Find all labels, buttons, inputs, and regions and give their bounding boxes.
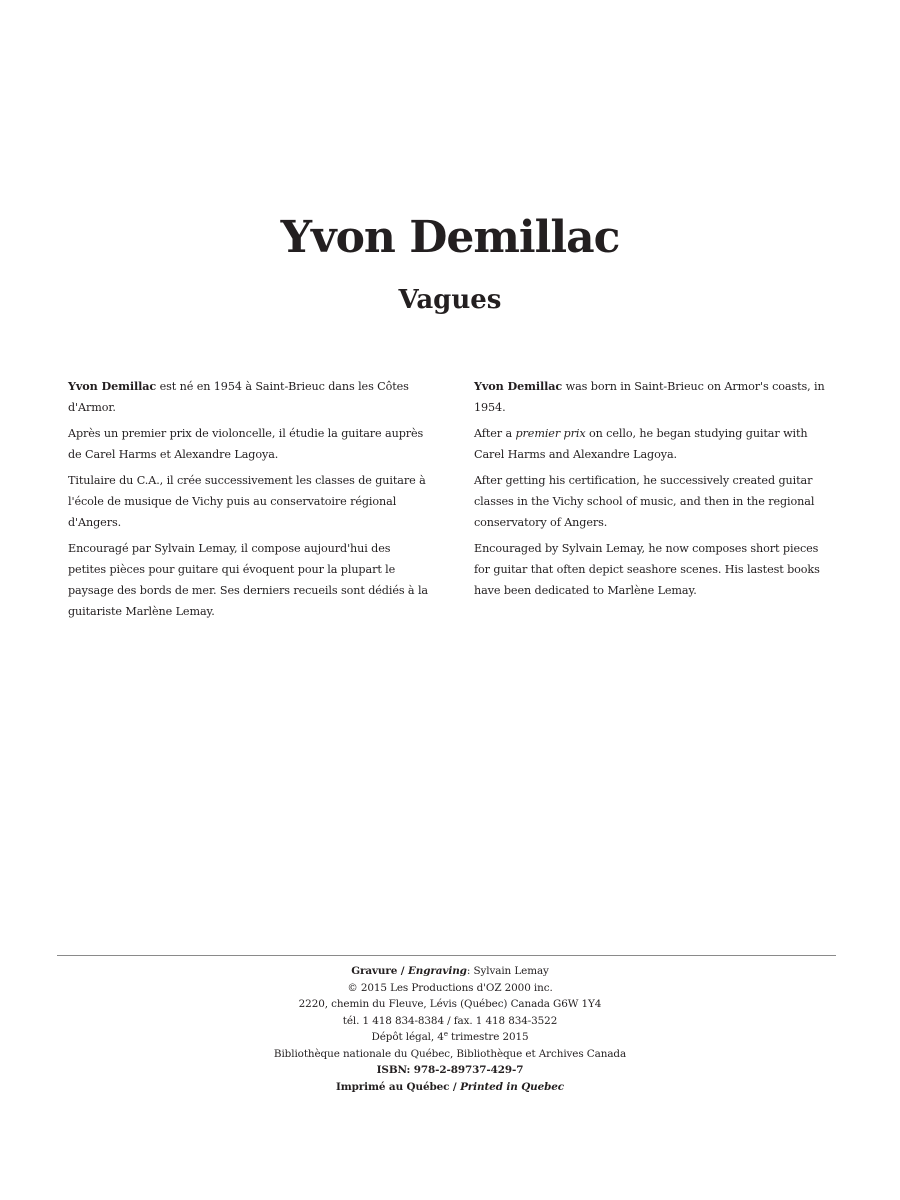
bio-fr-composer-name: Yvon Demillac xyxy=(68,379,157,393)
bio-fr-paragraph-2: Après un premier prix de violoncelle, il étudie la guitare auprès de Carel Harms et Alexandre Lagoya. xyxy=(68,427,424,461)
bio-en-p2-start: After a xyxy=(474,427,516,440)
work-title: Vagues xyxy=(398,285,502,315)
bio-fr-birth-text: est né en 1954 à Saint-Brieuc dans les Côtes d'Armor. xyxy=(68,380,409,414)
publisher-phone: tél. 1 418 834-8384 / fax. 1 418 834-3522 xyxy=(342,1014,558,1027)
bio-en-birth-text: was born in Saint-Brieuc on Armor's coasts, in 1954. xyxy=(474,380,825,414)
bio-fr-paragraph-1 xyxy=(68,376,428,418)
engraving-label-fr: Gravure / xyxy=(351,965,408,977)
copyright-line: © 2015 Les Productions d'OZ 2000 inc. xyxy=(347,981,553,994)
printed-in-fr: Imprimé au Québec / xyxy=(335,1080,461,1093)
bio-en-paragraph-3: After getting his certification, he successively created guitar classes in the Vichy school of music, and then in the regional conservatory of Angers. xyxy=(474,474,815,529)
printed-in-en: Printed in Quebec xyxy=(460,1080,565,1093)
legal-deposit: Dépôt légal, 4e trimestre 2015 xyxy=(371,1030,529,1043)
isbn: ISBN: 978-2-89737-429-7 xyxy=(376,1064,524,1076)
bio-en-paragraph-2 xyxy=(474,423,834,465)
bio-en-paragraph-4: Encouraged by Sylvain Lemay, he now composes short pieces for guitar that often depict seashore scenes. His lastest books have been dedicated to Marlène Lemay. xyxy=(474,542,820,597)
engraver-name: : Sylvain Lemay xyxy=(466,965,549,977)
engraving-label-en: Engraving xyxy=(407,965,467,977)
bio-fr-paragraph-3: Titulaire du C.A., il crée successivement les classes de guitare à l'école de musique de Vichy puis au conservatoire régional d'Angers. xyxy=(68,474,426,529)
printed-in xyxy=(0,1079,900,1096)
bio-en-p2-end: on cello, he began studying guitar with Carel Harms and Alexandre Lagoya. xyxy=(474,427,808,461)
bio-en-premier-prix: premier prix xyxy=(515,427,586,440)
biography-english xyxy=(474,376,834,606)
footer-divider xyxy=(57,955,836,956)
bio-fr-paragraph-4: Encouragé par Sylvain Lemay, il compose aujourd'hui des petites pièces pour guitare qui évoquent pour la plupart le paysage des bords de mer. Ses derniers recueils sont dédiés à la guitariste Marlène Lemay. xyxy=(68,542,429,618)
bio-en-composer-name: Yvon Demillac xyxy=(474,379,563,393)
colophon xyxy=(0,963,900,1095)
biography-french xyxy=(68,376,428,627)
libraries-line: Bibliothèque nationale du Québec, Bibliothèque et Archives Canada xyxy=(273,1047,627,1060)
engraving-credit xyxy=(0,963,900,980)
ordinal-suffix: e xyxy=(443,1030,448,1038)
publisher-address: 2220, chemin du Fleuve, Lévis (Québec) Canada G6W 1Y4 xyxy=(298,998,602,1010)
composer-name: Yvon Demillac xyxy=(280,212,620,263)
bio-en-paragraph-1 xyxy=(474,376,834,418)
